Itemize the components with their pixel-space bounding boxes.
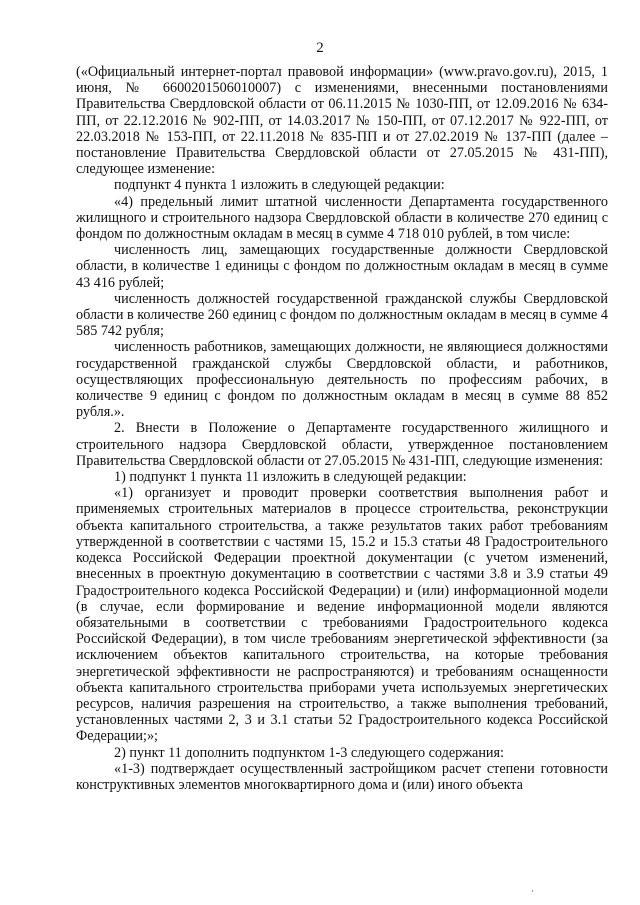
paragraph-amend-subitem-4: подпункт 4 пункта 1 изложить в следующей редакции: (114, 177, 445, 194)
paragraph-subitem-1: 1) подпункт 1 пункта 11 изложить в следующей редакции: (114, 469, 467, 486)
paragraph-state-positions: численность лиц, замещающих государственные должности Свердловской области, в количестве 1 единицы с фондом по должностным окладам в месяц в сумме 43 416 рублей; (76, 242, 608, 291)
paragraph-staff-limit: «4) предельный лимит штатной численности Департамента государственного жилищного и строительного надзора Свердловской области в количестве 270 единиц с фондом по должностным окладам в месяц в сумме 4 718 010 рублей, в том числе: (76, 193, 608, 243)
scan-speck-mark: · (531, 886, 534, 896)
paragraph-civil-service: численность должностей государственной гражданской службы Свердловской области в количестве 260 единиц с фондом по должностным окладам в месяц в сумме 4 585 742 рубля; (76, 290, 608, 340)
paragraph-item-2: 2. Внести в Положение о Департаменте государственного жилищного и строительного надзора Свердловской области, утвержденное постановлением Правительства Свердловской области от 27.05.2015 № 431-ПП, следующие изменения: (76, 420, 608, 469)
paragraph-other-workers: численность работников, замещающих должности, не являющиеся должностями государственной гражданской службы Свердловской области, и работников, осуществляющих профессиональную деятельность по профессиям рабочих, в количестве 9 единиц с фондом по должностным окладам в месяц в сумме 88 852 рубля.». (76, 339, 608, 421)
paragraph-subitem-2: 2) пункт 11 дополнить подпунктом 1-3 следующего содержания: (114, 744, 504, 761)
document-body (76, 64, 608, 793)
paragraph-inspections: «1) организует и проводит проверки соответствия выполнения работ и применяемых строительных материалов в процессе строительства, реконструкции объекта капитального строительства, а также результатов таких работ требованиям утвержденной в соответствии с частями 15, 15.2 и 15.3 статьи 48 Градостроительного кодекса Российской Федерации проектной документации (с учетом изменений, внесенных в проектную документацию в соответствии с частями 3.8 и 3.9 статьи 49 Градостроительного кодекса Российской Федерации) и (или) информационной модели (в случае, если формирование и ведение информационной модели являются обязательными в соответствии с требованиями Градостроительного кодекса Российской Федерации), в том числе требованиям энергетической эффективности (за исключением объектов капитального строительства, на которые требования энергетической эффективности не распространяются) и требованиям оснащенности объекта капитального строительства приборами учета используемых энергетических ресурсов, наличия разрешения на строительство, а также выполнения требований, установленных частями 2, 3 и 3.1 статьи 52 Градостроительного кодекса Российской Федерации;»; (76, 485, 608, 745)
page-number: 2 (316, 40, 324, 56)
paragraph-subitem-1-3: «1-3) подтверждает осуществленный застройщиком расчет степени готовности конструктивных элементов многоквартирного дома и (или) иного объекта (76, 760, 608, 793)
paragraph-continuation: («Официальный интернет-портал правовой информации» (www.pravo.gov.ru), 2015, 1 июня, № 6600201506010007) с изменениями, внесенными постановлениями Правительства Свердловской области от 06.11.2015 № 1030-ПП, от 12.09.2016 № 634-ПП, от 22.12.2016 № 902-ПП, от 14.03.2017 № 150-ПП, от 07.12.2017 № 922-ПП, от 22.03.2018 № 153-ПП, от 22.11.2018 № 835-ПП и от 27.02.2019 № 137-ПП (далее – постановление Правительства Свердловской области от 27.05.2015 № 431-ПП), следующее изменение: (76, 64, 608, 178)
